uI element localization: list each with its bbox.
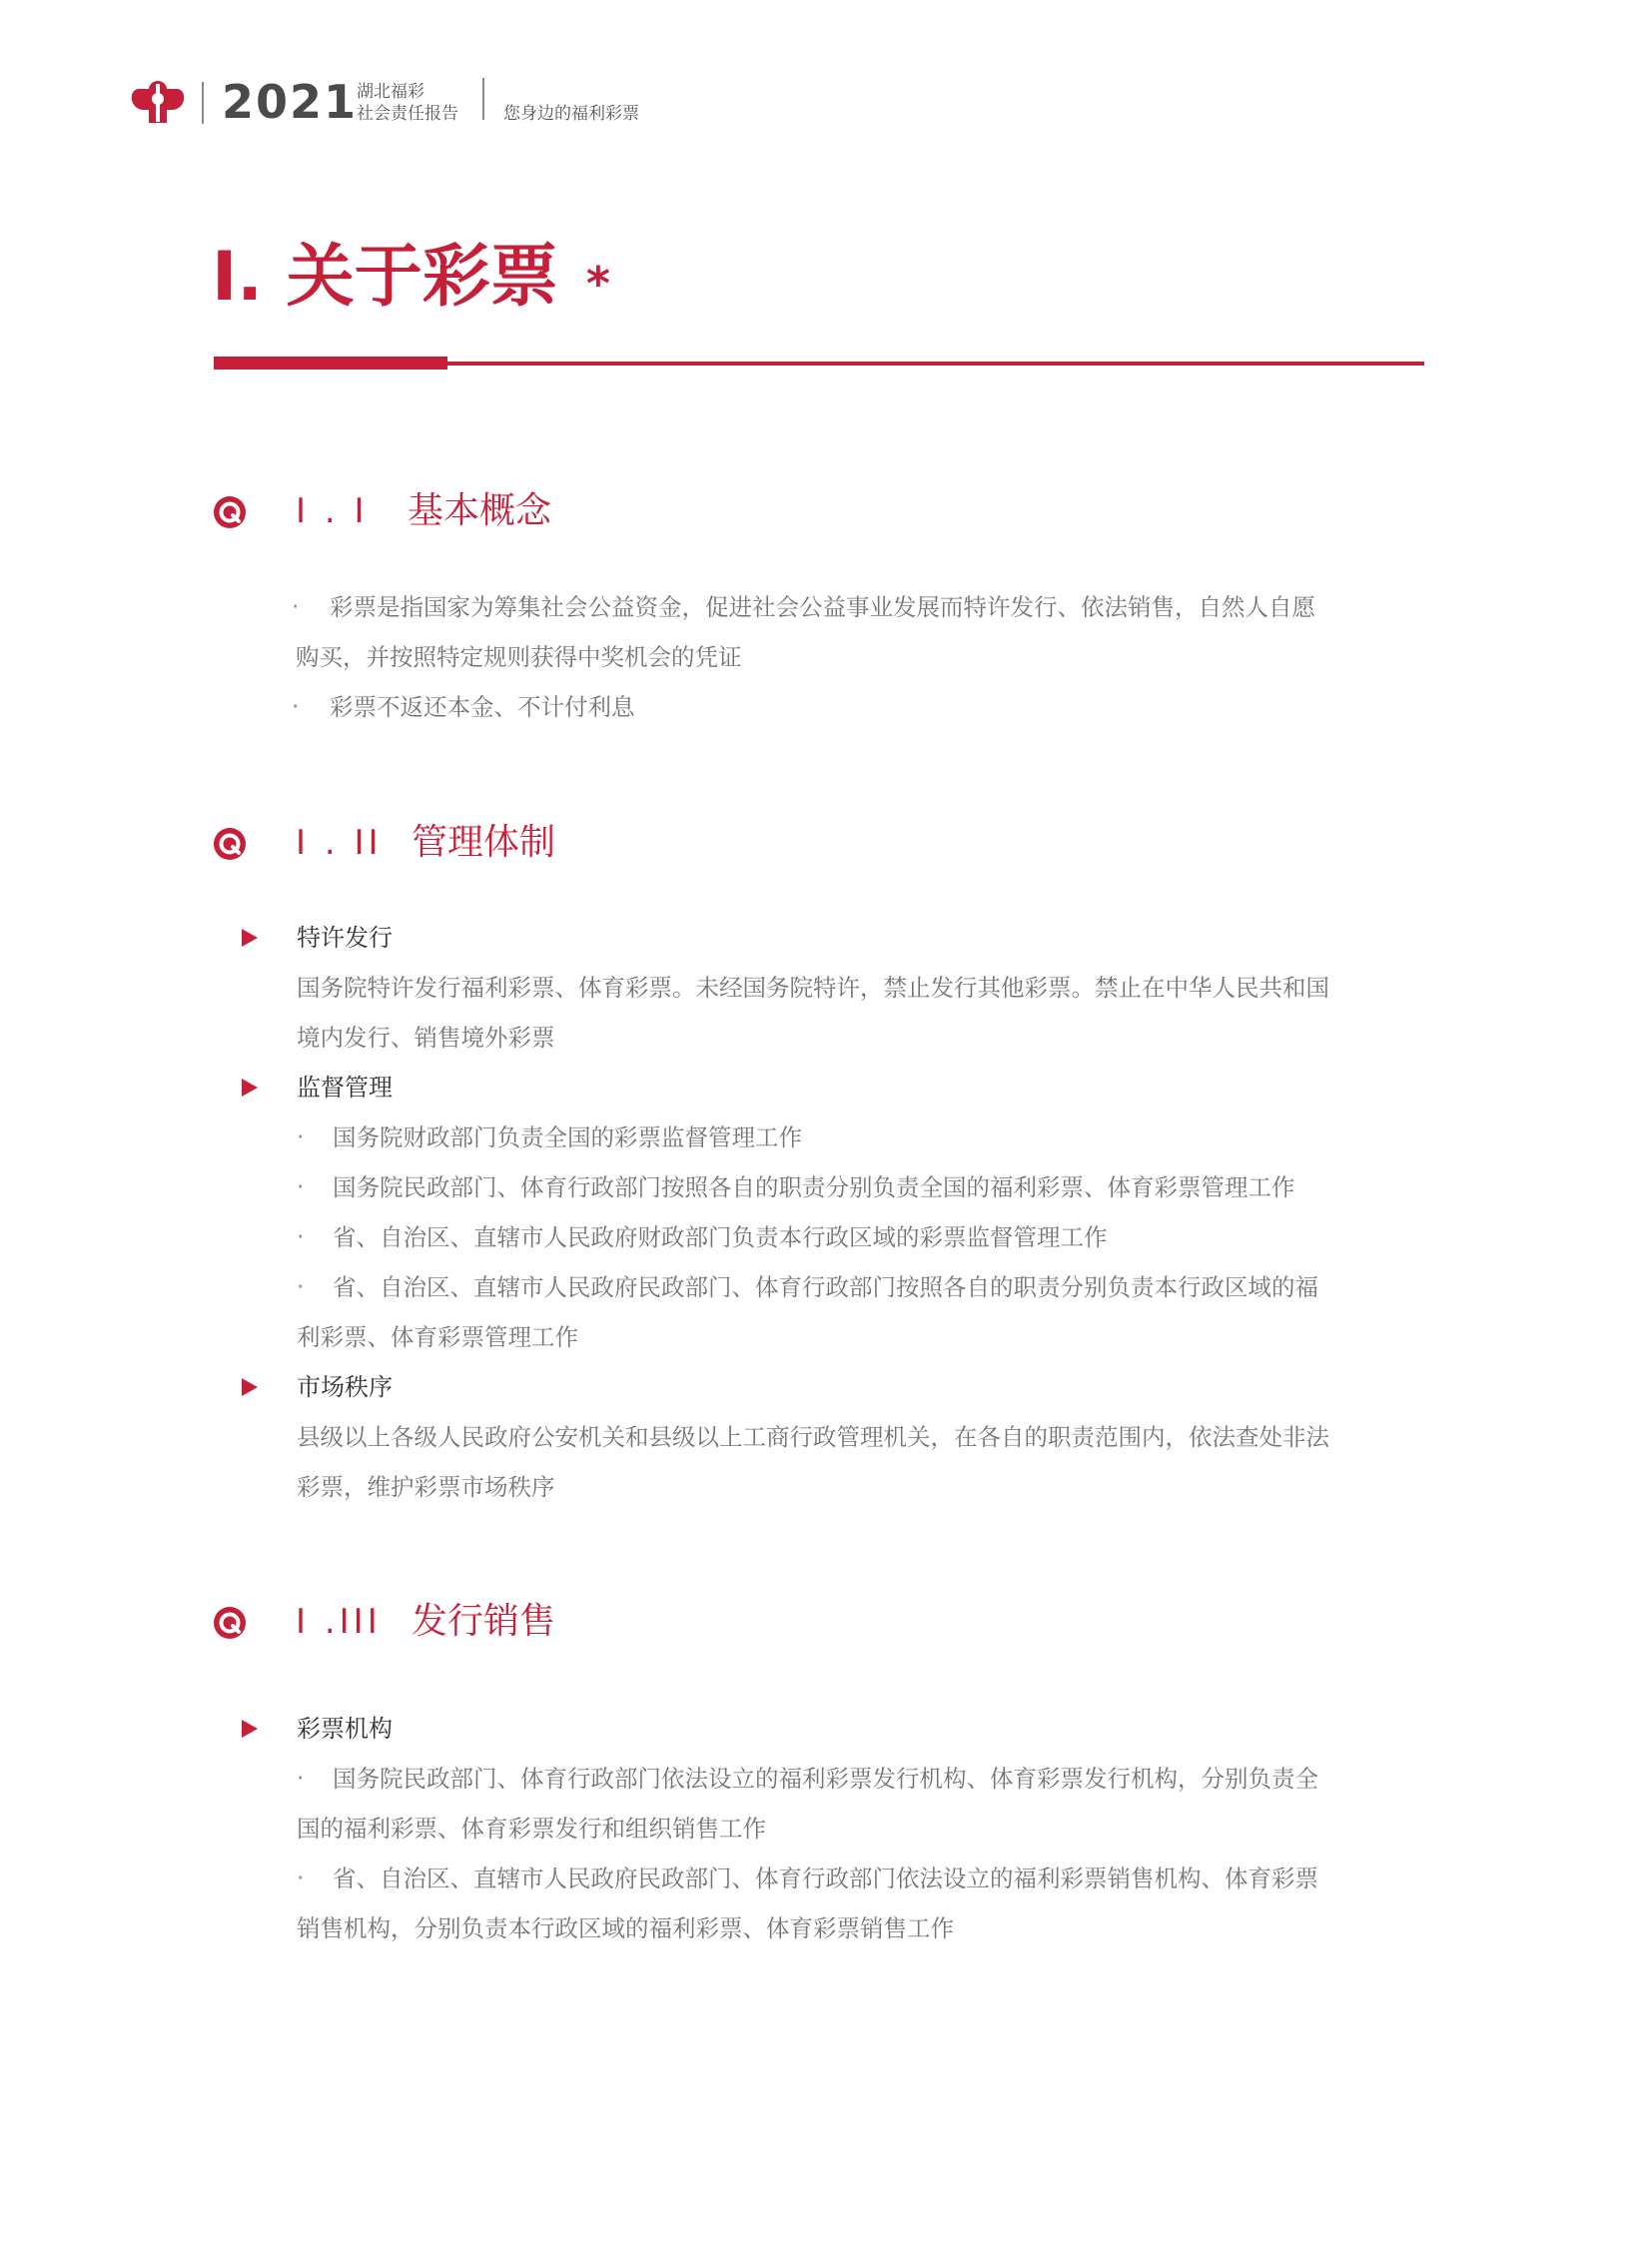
section-title: 管理体制 xyxy=(412,822,556,863)
bullet-dot: · xyxy=(297,1274,305,1300)
bullet-dot: · xyxy=(292,594,300,620)
section-heading-management-system xyxy=(212,819,1011,867)
section-number: I . II xyxy=(296,823,383,863)
triangle-bullet-icon xyxy=(242,1079,258,1097)
paragraph-line: 县级以上各级人民政府公安机关和县级以上工商行政管理机关，在各自的职责范围内，依法查处非法 xyxy=(297,1423,1329,1451)
paragraph-line: 国的福利彩票、体育彩票发行和组织销售工作 xyxy=(297,1815,766,1843)
paragraph-line: 国务院民政部门、体育行政部门按照各自的职责分别负责全国的福利彩票、体育彩票管理工作 xyxy=(333,1173,1295,1201)
page-title xyxy=(212,236,610,320)
section-marker-icon xyxy=(212,1605,248,1641)
title-rule-accent xyxy=(214,357,447,370)
subheading: 监督管理 xyxy=(297,1074,393,1102)
subheading: 彩票机构 xyxy=(297,1715,393,1743)
section-heading-basic-concept xyxy=(212,487,1011,535)
paragraph-line: 销售机构，分别负责本行政区域的福利彩票、体育彩票销售工作 xyxy=(297,1914,954,1942)
report-year: 2021 xyxy=(222,75,359,129)
china-welfare-lottery-logo-icon xyxy=(130,78,186,126)
triangle-bullet-icon xyxy=(242,1720,258,1738)
header-org-line1: 湖北福彩 xyxy=(357,82,424,102)
subheading: 市场秩序 xyxy=(297,1373,393,1401)
paragraph-line: 境内发行、销售境外彩票 xyxy=(297,1024,555,1052)
header-divider xyxy=(482,78,484,120)
paragraph-line: 利彩票、体育彩票管理工作 xyxy=(297,1323,578,1351)
paragraph-line: 彩票不返还本金、不计付利息 xyxy=(330,693,635,721)
bullet-dot: · xyxy=(297,1174,305,1200)
section-title: 发行销售 xyxy=(412,1601,556,1642)
paragraph-line: 国务院特许发行福利彩票、体育彩票。未经国务院特许，禁止发行其他彩票。禁止在中华人民共和国 xyxy=(297,974,1329,1002)
page-title-text: I. 关于彩票 xyxy=(212,238,558,317)
bullet-dot: · xyxy=(292,694,300,720)
paragraph-line: 彩票，维护彩票市场秩序 xyxy=(297,1473,555,1501)
bullet-dot: · xyxy=(297,1866,305,1891)
header-slogan: 您身边的福利彩票 xyxy=(503,104,639,124)
bullet-dot: · xyxy=(297,1224,305,1250)
bullet-dot: · xyxy=(297,1124,305,1150)
paragraph-line: 国务院民政部门、体育行政部门依法设立的福利彩票发行机构、体育彩票发行机构，分别负责全 xyxy=(333,1765,1318,1793)
header-org-line2: 社会责任报告 xyxy=(357,104,458,124)
paragraph-line: 省、自治区、直辖市人民政府民政部门、体育行政部门按照各自的职责分别负责本行政区域的福 xyxy=(333,1273,1318,1301)
page-header xyxy=(130,72,829,132)
header-divider xyxy=(202,82,204,124)
paragraph-line: 省、自治区、直辖市人民政府民政部门、体育行政部门依法设立的福利彩票销售机构、体育彩票 xyxy=(333,1865,1318,1892)
triangle-bullet-icon xyxy=(242,1378,258,1396)
page-title-mark: * xyxy=(585,257,610,311)
subheading: 特许发行 xyxy=(297,924,393,952)
paragraph-line: 省、自治区、直辖市人民政府财政部门负责本行政区域的彩票监督管理工作 xyxy=(333,1223,1108,1251)
bullet-dot: · xyxy=(297,1766,305,1792)
paragraph-line: 国务院财政部门负责全国的彩票监督管理工作 xyxy=(333,1123,802,1151)
paragraph-line: 彩票是指国家为筹集社会公益资金，促进社会公益事业发展而特许发行、依法销售，自然人自愿 xyxy=(330,593,1315,621)
section-marker-icon xyxy=(212,494,248,530)
section-heading-issuance-sales xyxy=(212,1598,1011,1646)
section-marker-icon xyxy=(212,826,248,862)
section-number: I . I xyxy=(296,491,369,531)
title-rule xyxy=(447,362,1424,366)
paragraph-line: 购买，并按照特定规则获得中奖机会的凭证 xyxy=(296,643,742,671)
section-title: 基本概念 xyxy=(408,490,552,531)
section-number: I .III xyxy=(296,1602,382,1642)
triangle-bullet-icon xyxy=(242,929,258,947)
